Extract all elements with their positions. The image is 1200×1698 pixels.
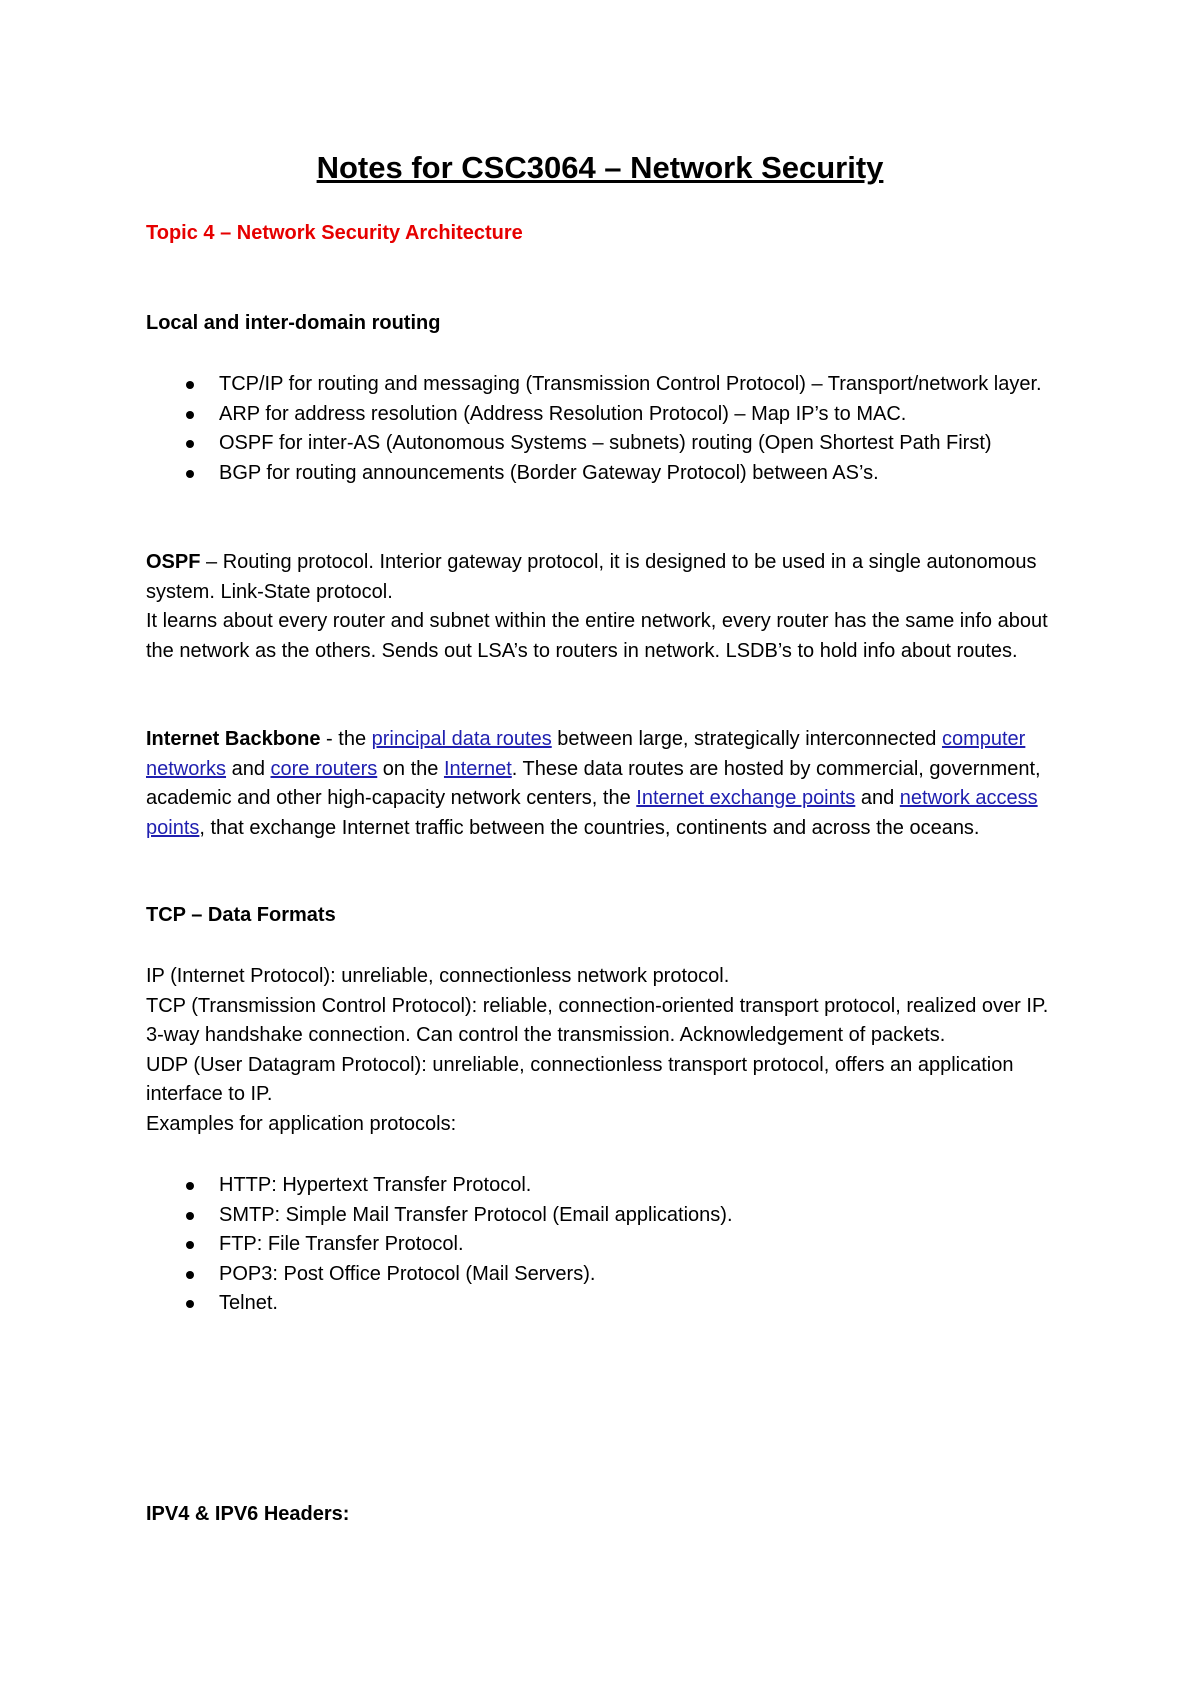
tcp-line: IP (Internet Protocol): unreliable, connectionless network protocol. <box>146 965 730 987</box>
link-network-access-points[interactable]: network access points <box>146 787 1038 839</box>
backbone-label: Internet Backbone <box>146 728 321 750</box>
routing-heading: Local and inter-domain routing <box>146 312 441 334</box>
page-title: Notes for CSC3064 – Network Security <box>316 150 884 185</box>
tcp-line: TCP (Transmission Control Protocol): reliable, connection-oriented transport protocol, realized over IP. 3-way handshake connection. Can control the transmission. Acknowledgement of packets. <box>146 994 1049 1046</box>
protocol-list <box>146 1171 1086 1319</box>
tcp-line: Examples for application protocols: <box>146 1112 457 1135</box>
link-internet-exchange-points[interactable]: Internet exchange points <box>636 787 856 809</box>
bullet-icon <box>186 381 194 389</box>
tcp-line: UDP (User Datagram Protocol): unreliable, connectionless transport protocol, offers an application interface to IP. <box>146 1053 1014 1105</box>
bullet-icon <box>186 411 194 419</box>
bullet-icon <box>186 1241 194 1249</box>
bullet-icon <box>186 470 194 478</box>
headers-heading: IPV4 & IPV6 Headers: <box>146 1503 350 1525</box>
bullet-icon <box>186 1182 194 1190</box>
list-item: Telnet. <box>146 1289 1086 1319</box>
link-computer-networks[interactable]: computer networks <box>146 728 1026 780</box>
ospf-text: – Routing protocol. Interior gateway protocol, it is designed to be used in a single autonomous system. Link-State protocol. <box>146 551 1037 603</box>
list-item: ARP for address resolution (Address Resolution Protocol) – Map IP’s to MAC. <box>146 400 1086 430</box>
bullet-icon <box>186 1212 194 1220</box>
ospf-text-2: It learns about every router and subnet within the entire network, every router has the same info about the network as the others. Sends out LSA’s to routers in network. LSDB’s to hold info about routes. <box>146 610 1048 662</box>
link-core-routers[interactable]: core routers <box>270 757 378 780</box>
ospf-label: OSPF <box>146 551 201 573</box>
list-item: POP3: Post Office Protocol (Mail Servers). <box>146 1260 1086 1290</box>
bullet-icon <box>186 1271 194 1279</box>
list-item: SMTP: Simple Mail Transfer Protocol (Email applications). <box>146 1201 1086 1231</box>
bullet-icon <box>186 440 194 448</box>
link-internet[interactable]: Internet <box>443 757 512 780</box>
backbone-paragraph: Internet Backbone - the principal data routes between large, strategically interconnected computer networks and core routers on the Internet. These data routes are hosted by commercial, government, academic and other high-capacity network centers, the Internet exchange points and network access points, that exchange Internet traffic between the countries, continents and across the oceans. <box>146 728 1041 839</box>
bullet-icon <box>186 1300 194 1308</box>
routing-list <box>146 370 1086 488</box>
ospf-paragraph <box>146 548 1066 666</box>
list-item: HTTP: Hypertext Transfer Protocol. <box>146 1171 1086 1201</box>
topic-heading: Topic 4 – Network Security Architecture <box>146 222 523 244</box>
tcp-heading: TCP – Data Formats <box>146 904 336 926</box>
link-principal-data-routes[interactable]: principal data routes <box>371 728 552 750</box>
list-item: TCP/IP for routing and messaging (Transmission Control Protocol) – Transport/network layer. <box>146 370 1086 400</box>
list-item: BGP for routing announcements (Border Gateway Protocol) between AS’s. <box>146 459 1086 489</box>
list-item: OSPF for inter-AS (Autonomous Systems – subnets) routing (Open Shortest Path First) <box>146 429 1086 459</box>
tcp-paragraph <box>146 962 1066 1139</box>
list-item: FTP: File Transfer Protocol. <box>146 1230 1086 1260</box>
